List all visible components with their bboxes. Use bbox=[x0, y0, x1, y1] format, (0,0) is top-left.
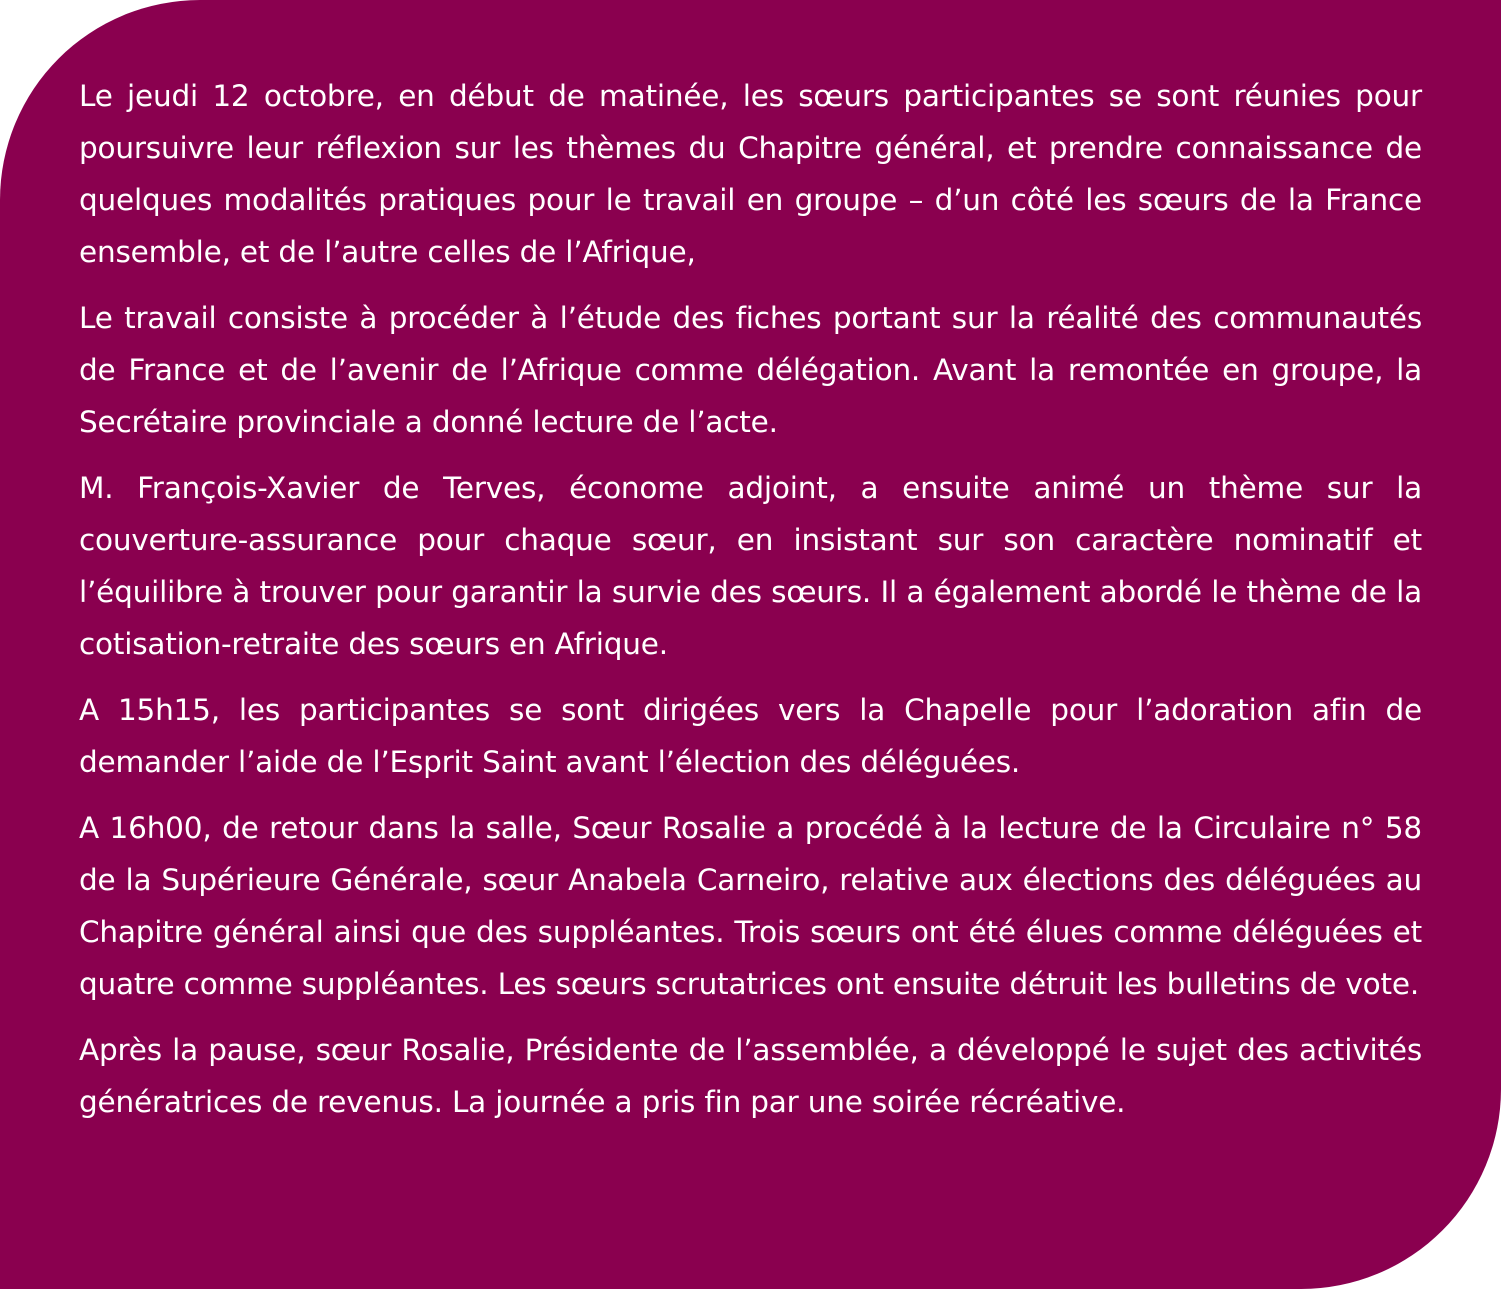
paragraph-2: Le travail consiste à procéder à l’étude des fiches portant sur la réalité des communautés de France et de l’avenir de l’Afrique comme délégation. Avant la remontée en groupe, la Secrétaire provinciale a donné lecture de l’acte. bbox=[79, 301, 1422, 439]
paragraph-5: A 16h00, de retour dans la salle, Sœur Rosalie a procédé à la lecture de la Circulaire n° 58 de la Supérieure Générale, sœur Anabela Carneiro, relative aux élections des déléguées au Chapitre général ainsi que des suppléantes. Trois sœurs ont été élues comme déléguées et quatre comme suppléantes. Les sœurs scrutatrices ont ensuite détruit les bulletins de vote. bbox=[79, 811, 1422, 1001]
paragraph-6: Après la pause, sœur Rosalie, Présidente de l’assemblée, a développé le sujet des activités génératrices de revenus. La journée a pris fin par une soirée récréative. bbox=[79, 1033, 1422, 1119]
paragraph-3: M. François-Xavier de Terves, économe adjoint, a ensuite animé un thème sur la couverture-assurance pour chaque sœur, en insistant sur son caractère nominatif et l’équilibre à trouver pour garantir la survie des sœurs. Il a également abordé le thème de la cotisation-retraite des sœurs en Afrique. bbox=[79, 471, 1422, 661]
paragraph-1: Le jeudi 12 octobre, en début de matinée, les sœurs participantes se sont réunies pour poursuivre leur réflexion sur les thèmes du Chapitre général, et prendre connaissance de quelques modalités pratiques pour le travail en groupe – d’un côté les sœurs de la France ensemble, et de l’autre celles de l’Afrique, bbox=[79, 79, 1422, 269]
paragraph-4: A 15h15, les participantes se sont dirigées vers la Chapelle pour l’adoration afin de demander l’aide de l’Esprit Saint avant l’élection des déléguées. bbox=[79, 693, 1422, 779]
